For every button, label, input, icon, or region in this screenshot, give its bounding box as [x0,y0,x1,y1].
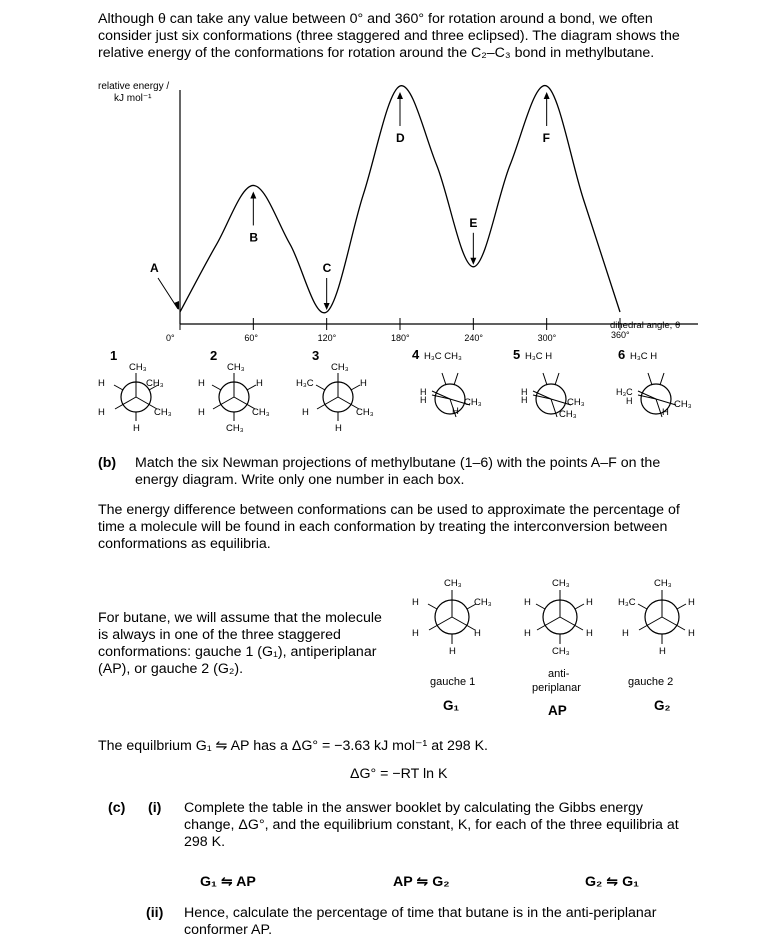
intro-line-1: Although θ can take any value between 0° and 360° for rotation around a bond, we often [98,11,653,27]
x-tick-label: 60° [244,333,258,343]
svg-text:5: 5 [513,347,521,362]
butane-conformers [400,565,720,725]
svg-text:4: 4 [412,347,420,362]
x-tick-label: 360° [611,330,630,340]
svg-text:CH₃: CH₃ [154,407,172,418]
svg-text:H: H [360,378,367,389]
svg-text:H₃C: H₃C [296,378,314,389]
svg-text:H: H [412,597,419,608]
svg-text:H: H [524,597,531,608]
svg-text:gauche 2: gauche 2 [628,676,674,688]
svg-text:H: H [474,628,481,639]
x-tick-label: 300° [537,333,557,343]
svg-text:CH₃: CH₃ [474,597,492,608]
svg-text:H: H [622,628,629,639]
x-tick-label: 180° [391,333,410,343]
para2-line-1: The energy difference between conformations can be used to approximate the percentage of [98,502,680,518]
x-tick-label: 240° [464,333,483,343]
newman-4 [412,347,482,417]
svg-text:anti-: anti- [548,668,570,680]
svg-text:G₂: G₂ [654,698,671,713]
paragraph-2 [98,502,738,553]
svg-text:G₁: G₁ [443,698,460,713]
svg-text:CH₃: CH₃ [146,378,164,389]
gibbs-formula: ΔG° = −RT ln K [350,766,448,782]
equilibrium-2: AP ⇋ G₂ [393,874,450,890]
svg-text:H: H [198,407,205,418]
svg-text:CH₃: CH₃ [129,362,147,373]
point-label-d: D [396,131,405,145]
svg-text:periplanar: periplanar [532,682,581,694]
svg-text:H: H [420,395,427,405]
svg-text:H: H [420,387,427,397]
x-axis-label: dihedral angle, θ [610,320,681,331]
svg-text:H: H [452,406,459,417]
svg-text:H: H [586,628,593,639]
svg-text:H: H [98,407,105,418]
svg-text:CH₃: CH₃ [552,646,570,657]
svg-text:1: 1 [110,348,118,363]
svg-text:6: 6 [618,347,626,362]
svg-text:CH₃: CH₃ [464,397,482,408]
svg-text:gauche 1: gauche 1 [430,676,476,688]
svg-text:CH₃: CH₃ [654,578,672,589]
gauche-2-projection [618,578,695,713]
svg-text:CH₃: CH₃ [331,362,349,373]
svg-text:CH₃: CH₃ [252,407,270,418]
svg-text:CH₃: CH₃ [559,409,577,420]
svg-text:CH₃: CH₃ [356,407,374,418]
y-axis-unit: kJ mol⁻¹ [114,93,152,104]
antiperiplanar-projection [524,578,593,718]
svg-text:H: H [98,378,105,389]
svg-text:AP: AP [548,703,567,718]
point-label-a: A [150,261,159,275]
equilibrium-3: G₂ ⇋ G₁ [585,874,640,890]
svg-text:H: H [412,628,419,639]
part-c-i-line-3: 298 K. [184,834,226,850]
part-c-i-line-2: change, ΔG°, and the equilibrium constant, K, for each of the three equilibria at [184,817,679,833]
newman-1 [98,348,172,434]
arrow-head [174,301,179,310]
butane-line-4: (AP), or gauche 2 (G₂). [98,661,244,677]
svg-text:H₃C CH₃: H₃C CH₃ [424,351,462,362]
part-c-i-line-1: Complete the table in the answer booklet by calculating the Gibbs energy [184,800,644,816]
svg-text:2: 2 [210,348,218,363]
newman-row [88,345,728,445]
svg-text:H: H [302,407,309,418]
x-ticks [166,318,630,343]
para2-line-2: time a molecule will be found in each conformation by treating the interconversion between [98,519,668,535]
part-c-label: (c) [108,800,126,816]
svg-text:H₃C: H₃C [618,597,636,608]
svg-text:H: H [521,395,528,405]
newman-3 [296,348,374,434]
point-arrows [150,92,550,310]
svg-text:H: H [256,378,263,389]
point-label-b: B [249,230,259,245]
svg-text:CH₃: CH₃ [226,423,244,434]
svg-text:H: H [133,423,140,434]
para2-line-3: conformations as equilibria. [98,536,271,552]
svg-text:CH₃: CH₃ [444,578,462,589]
svg-text:CH₃: CH₃ [552,578,570,589]
equilibrium-statement: The equilbrium G₁ ⇋ AP has a ΔG° = −3.63 kJ mol⁻¹ at 298 K. [98,738,488,754]
arrow-head [397,92,403,99]
svg-text:CH₃: CH₃ [567,397,585,408]
part-b-label: (b) [98,455,117,471]
svg-text:H: H [335,423,342,434]
svg-text:H: H [524,628,531,639]
butane-paragraph [98,610,408,678]
svg-text:3: 3 [312,348,320,363]
newman-6 [616,347,692,418]
y-axis-label: relative energy / [98,81,170,92]
point-label-c: C [322,261,332,275]
part-c-ii-label: (ii) [146,905,164,921]
svg-text:H: H [659,646,666,657]
svg-text:H: H [662,407,669,418]
svg-text:CH₃: CH₃ [227,362,245,373]
butane-line-2: is always in one of the three staggered [98,627,341,643]
energy-diagram [80,78,760,350]
part-c-ii-text [184,905,744,939]
svg-text:H: H [626,396,633,406]
x-tick-label: 0° [166,333,175,343]
part-b-text [135,455,735,489]
x-tick-label: 120° [317,333,337,343]
gauche-1-projection [412,578,492,713]
svg-text:H₃C H: H₃C H [630,351,658,362]
arrow-head [470,258,476,265]
intro-line-3: relative energy of the conformations for rotation around the C₂–C₃ bond in methylbutane. [98,45,655,61]
svg-text:H₃C H: H₃C H [525,351,553,362]
part-b-line-2: energy diagram. Write only one number in each box. [135,472,465,488]
svg-text:H: H [198,378,205,389]
svg-text:H: H [521,387,528,397]
point-label-f: F [542,131,551,145]
equilibrium-1: G₁ ⇋ AP [200,874,256,890]
butane-line-3: conformations: gauche 1 (G₁), antiperiplanar [98,644,377,660]
svg-text:H: H [688,628,695,639]
newman-5 [513,347,585,420]
part-c-ii-line-1: Hence, calculate the percentage of time that butane is in the anti-periplanar [184,905,657,921]
part-c-i-text [184,800,744,851]
svg-text:H: H [586,597,593,608]
svg-text:CH₃: CH₃ [674,399,692,410]
svg-text:H₃C: H₃C [616,387,633,397]
point-label-e: E [469,215,478,230]
part-c-ii-line-2: conformer AP. [184,922,273,938]
intro-paragraph [98,11,738,62]
butane-line-1: For butane, we will assume that the molecule [98,610,382,626]
svg-text:H: H [449,646,456,657]
arrow-head [544,92,550,99]
part-c-i-label: (i) [148,800,162,816]
newman-2 [198,348,270,434]
intro-line-2: consider just six conformations (three staggered and three eclipsed). The diagram shows the [98,28,680,44]
part-b-line-1: Match the six Newman projections of methylbutane (1–6) with the points A–F on the [135,455,661,471]
svg-text:H: H [688,597,695,608]
arrow-head [250,191,256,198]
